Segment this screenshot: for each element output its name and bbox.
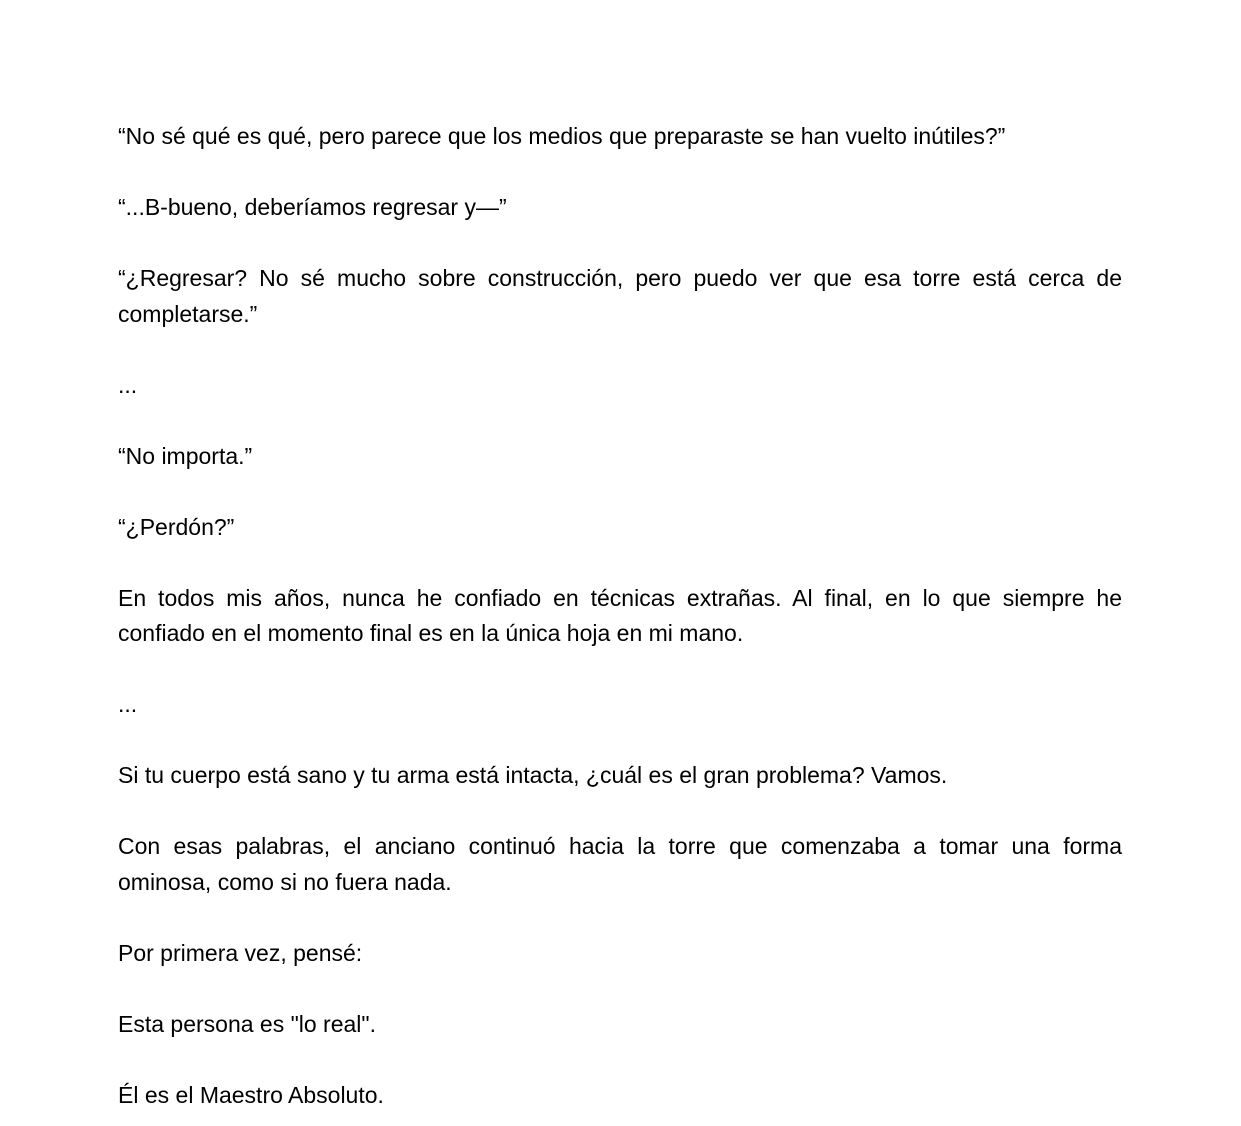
paragraph-spacer bbox=[118, 155, 1122, 191]
paragraph: Esta persona es "lo real". bbox=[118, 1010, 376, 1037]
paragraph-spacer bbox=[118, 226, 1122, 262]
paragraph: “No sé qué es qué, pero parece que los medios que preparaste se han vuelto inútiles?” bbox=[118, 123, 1006, 149]
paragraph: “...B-bueno, deberíamos regresar y—” bbox=[118, 194, 507, 220]
paragraph-spacer bbox=[118, 794, 1122, 830]
paragraph: ... bbox=[118, 371, 138, 398]
paragraph: En todos mis años, nunca he confiado en técnicas extrañas. Al final, en lo que siempre he confiado en el momento final es en la única hoja en mi mano. bbox=[118, 584, 1122, 646]
paragraph: Con esas palabras, el anciano continuó hacia la torre que comenzaba a tomar una forma ominosa, como si no fuera nada. bbox=[118, 833, 1122, 895]
paragraph-spacer bbox=[118, 474, 1122, 510]
paragraph-spacer bbox=[118, 332, 1122, 368]
paragraph-spacer bbox=[118, 652, 1122, 688]
paragraph-spacer bbox=[118, 545, 1122, 581]
paragraph-spacer bbox=[118, 900, 1122, 936]
paragraph-spacer bbox=[118, 1042, 1122, 1078]
paragraph-spacer bbox=[118, 723, 1122, 759]
paragraph-spacer bbox=[118, 403, 1122, 439]
paragraph: Si tu cuerpo está sano y tu arma está intacta, ¿cuál es el gran problema? Vamos. bbox=[118, 762, 948, 788]
paragraph: “No importa.” bbox=[118, 442, 253, 469]
paragraph: Por primera vez, pensé: bbox=[118, 939, 363, 966]
paragraph: ... bbox=[118, 691, 138, 717]
document-body bbox=[118, 119, 1122, 1113]
paragraph: Él es el Maestro Absoluto. bbox=[118, 1081, 384, 1108]
paragraph: “¿Perdón?” bbox=[118, 513, 235, 540]
paragraph-spacer bbox=[118, 971, 1122, 1007]
paragraph: “¿Regresar? No sé mucho sobre construcción, pero puedo ver que esa torre está cerca de completarse.” bbox=[118, 265, 1122, 327]
